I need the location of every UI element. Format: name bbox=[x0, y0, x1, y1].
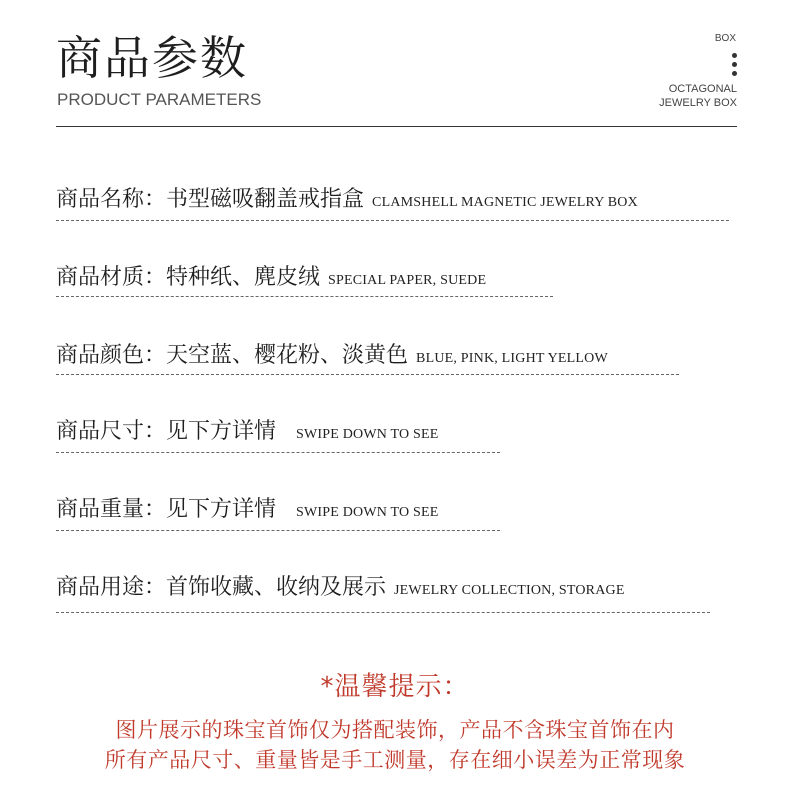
param-value: 特种纸、麂皮绒 bbox=[166, 265, 321, 290]
dashed-divider bbox=[56, 452, 500, 453]
notice-title: *温馨提示： bbox=[320, 672, 470, 702]
param-row-usage bbox=[56, 570, 625, 601]
param-value: 天空蓝、樱花粉、淡黄色 bbox=[166, 343, 409, 368]
dashed-divider bbox=[56, 530, 500, 531]
header-divider bbox=[56, 126, 737, 127]
param-value-en: JEWELRY COLLECTION, STORAGE bbox=[394, 583, 625, 598]
param-label: 商品材质： bbox=[56, 265, 167, 290]
box-caption-line2: JEWELRY BOX bbox=[659, 97, 737, 109]
param-value: 书型磁吸翻盖戒指盒 bbox=[166, 187, 365, 212]
param-row-size bbox=[56, 414, 439, 445]
box-label: BOX bbox=[714, 33, 736, 44]
param-row-color bbox=[56, 338, 608, 369]
param-value-en: CLAMSHELL MAGNETIC JEWELRY BOX bbox=[372, 195, 638, 210]
param-label: 商品名称： bbox=[56, 187, 167, 212]
dashed-divider bbox=[56, 220, 729, 221]
param-value-en: SPECIAL PAPER, SUEDE bbox=[328, 273, 487, 288]
param-label: 商品用途： bbox=[56, 575, 167, 600]
param-value-en: BLUE, PINK, LIGHT YELLOW bbox=[416, 351, 608, 366]
param-value-en: SWIPE DOWN TO SEE bbox=[296, 427, 439, 442]
param-value-en: SWIPE DOWN TO SEE bbox=[296, 505, 439, 520]
notice-line-1: 图片展示的珠宝首饰仅为搭配装饰，产品不含珠宝首饰在内 bbox=[115, 718, 675, 742]
page-subtitle: PRODUCT PARAMETERS bbox=[57, 90, 262, 109]
dashed-divider bbox=[56, 296, 553, 297]
param-row-material bbox=[56, 260, 486, 291]
param-value: 见下方详情 bbox=[166, 497, 277, 522]
param-value: 见下方详情 bbox=[166, 419, 277, 444]
dashed-divider bbox=[56, 374, 679, 375]
vertical-dots-icon bbox=[732, 53, 738, 80]
box-caption bbox=[659, 82, 737, 110]
param-label: 商品重量： bbox=[56, 497, 167, 522]
param-value: 首饰收藏、收纳及展示 bbox=[166, 575, 387, 600]
param-row-name bbox=[56, 182, 638, 213]
box-caption-line1: OCTAGONAL bbox=[668, 83, 737, 95]
param-label: 商品颜色： bbox=[56, 343, 167, 368]
notice-line-2: 所有产品尺寸、重量皆是手工测量，存在细小误差为正常现象 bbox=[104, 748, 686, 772]
dashed-divider bbox=[56, 612, 710, 613]
param-row-weight bbox=[56, 492, 439, 523]
page-title: 商品参数 bbox=[56, 31, 248, 85]
param-label: 商品尺寸： bbox=[56, 419, 167, 444]
